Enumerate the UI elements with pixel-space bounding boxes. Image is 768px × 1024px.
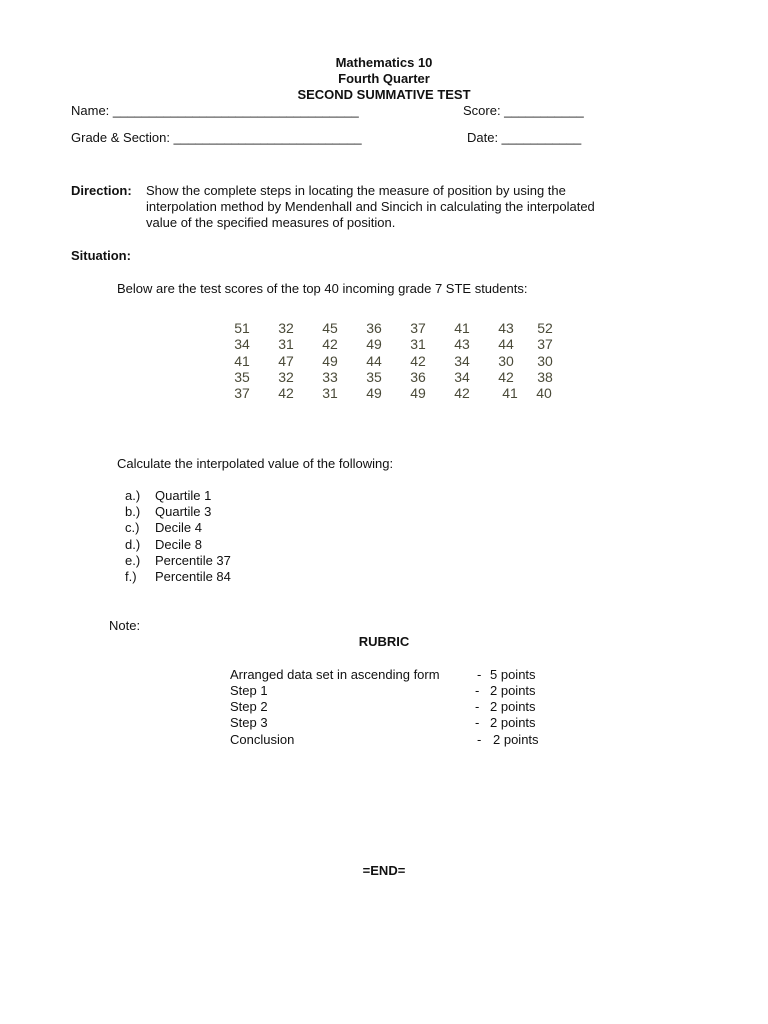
list-item: [125, 569, 231, 585]
list-item-letter: d.): [125, 537, 141, 552]
score-cell: 42: [410, 352, 426, 369]
rubric-criterion: Step 3: [230, 715, 268, 730]
score-cell: 49: [322, 352, 338, 369]
score-cell: 49: [366, 385, 382, 402]
score-cell: 33: [322, 368, 338, 385]
rubric-points: 2 points: [490, 699, 536, 714]
rubric-points: 2 points: [490, 683, 536, 698]
rubric-points: 2 points: [493, 732, 539, 747]
list-item-label: Percentile 37: [155, 553, 231, 568]
score-cell: 31: [278, 336, 294, 353]
score-cell: 35: [234, 368, 250, 385]
score-cell: 38: [537, 368, 553, 385]
direction-label: Direction:: [71, 183, 132, 198]
score-cell: 41: [502, 385, 518, 402]
score-cell: 32: [278, 368, 294, 385]
scores-row: [226, 385, 566, 401]
score-cell: 34: [454, 368, 470, 385]
date-field: Date: ___________: [467, 130, 582, 145]
list-item-label: Percentile 84: [155, 569, 231, 584]
score-field: Score: ___________: [463, 103, 584, 118]
rubric-criterion: Step 2: [230, 699, 268, 714]
score-cell: 31: [322, 385, 338, 402]
list-item-label: Decile 8: [155, 537, 202, 552]
scores-row: [226, 369, 566, 385]
rubric-title: RUBRIC: [358, 634, 410, 649]
score-cell: 49: [366, 336, 382, 353]
score-cell: 34: [234, 336, 250, 353]
rubric-criterion: Step 1: [230, 683, 268, 698]
name-field: Name: __________________________________: [71, 103, 359, 118]
list-item: [125, 537, 202, 553]
score-cell: 41: [454, 320, 470, 336]
score-cell: 37: [537, 336, 553, 353]
direction-line-2: interpolation method by Mendenhall and Sincich in calculating the interpolated: [146, 199, 595, 214]
score-cell: 43: [498, 320, 514, 336]
direction-line-3: value of the specified measures of position.: [146, 215, 396, 230]
score-cell: 49: [410, 385, 426, 402]
list-item: [125, 520, 202, 536]
rubric-points: 5 points: [490, 667, 536, 682]
test-title: SECOND SUMMATIVE TEST: [297, 87, 471, 102]
score-cell: 42: [322, 336, 338, 353]
scores-row: [226, 353, 566, 369]
score-cell: 42: [498, 368, 514, 385]
scores-row: [226, 320, 566, 336]
situation-label: Situation:: [71, 248, 131, 263]
scores-row: [226, 336, 566, 352]
list-item: [125, 553, 231, 569]
list-item-label: Decile 4: [155, 520, 202, 535]
grade-section-field: Grade & Section: __________________________: [71, 130, 362, 145]
rubric-points: 2 points: [490, 715, 536, 730]
score-cell: 30: [537, 352, 553, 369]
score-cell: 34: [454, 352, 470, 369]
score-cell: 36: [410, 368, 426, 385]
rubric-criterion: Arranged data set in ascending form: [230, 667, 440, 682]
situation-intro: Below are the test scores of the top 40 incoming grade 7 STE students:: [117, 281, 528, 296]
score-cell: 37: [234, 385, 250, 402]
list-item-label: Quartile 3: [155, 504, 212, 519]
list-item: [125, 504, 211, 520]
score-cell: 32: [278, 320, 294, 336]
direction-line-1: Show the complete steps in locating the measure of position by using the: [146, 183, 566, 198]
score-cell: 44: [366, 352, 382, 369]
score-cell: 35: [366, 368, 382, 385]
score-cell: 45: [322, 320, 338, 336]
score-cell: 31: [410, 336, 426, 353]
rubric-dash: -: [477, 667, 482, 682]
score-cell: 37: [410, 320, 426, 336]
list-item-letter: f.): [125, 569, 137, 584]
rubric-criterion: Conclusion: [230, 732, 295, 747]
score-cell: 40: [536, 385, 552, 402]
score-cell: 42: [278, 385, 294, 402]
list-item-letter: e.): [125, 553, 141, 568]
task-prompt: Calculate the interpolated value of the following:: [117, 456, 394, 471]
note-label: Note:: [109, 618, 141, 633]
score-cell: 52: [537, 320, 553, 336]
score-cell: 30: [498, 352, 514, 369]
rubric-dash: -: [475, 699, 480, 714]
score-cell: 41: [234, 352, 250, 369]
list-item-letter: c.): [125, 520, 140, 535]
score-cell: 36: [366, 320, 382, 336]
score-cell: 43: [454, 336, 470, 353]
quarter-heading: Fourth Quarter: [338, 71, 430, 86]
subject-heading: Mathematics 10: [335, 55, 433, 70]
score-cell: 44: [498, 336, 514, 353]
end-marker: =END=: [362, 863, 406, 878]
list-item: [125, 488, 211, 504]
rubric-dash: -: [477, 732, 482, 747]
list-item-letter: a.): [125, 488, 141, 503]
score-cell: 47: [278, 352, 294, 369]
score-cell: 51: [234, 320, 250, 336]
score-cell: 42: [454, 385, 470, 402]
rubric-dash: -: [475, 683, 480, 698]
list-item-label: Quartile 1: [155, 488, 212, 503]
list-item-letter: b.): [125, 504, 141, 519]
rubric-dash: -: [475, 715, 480, 730]
